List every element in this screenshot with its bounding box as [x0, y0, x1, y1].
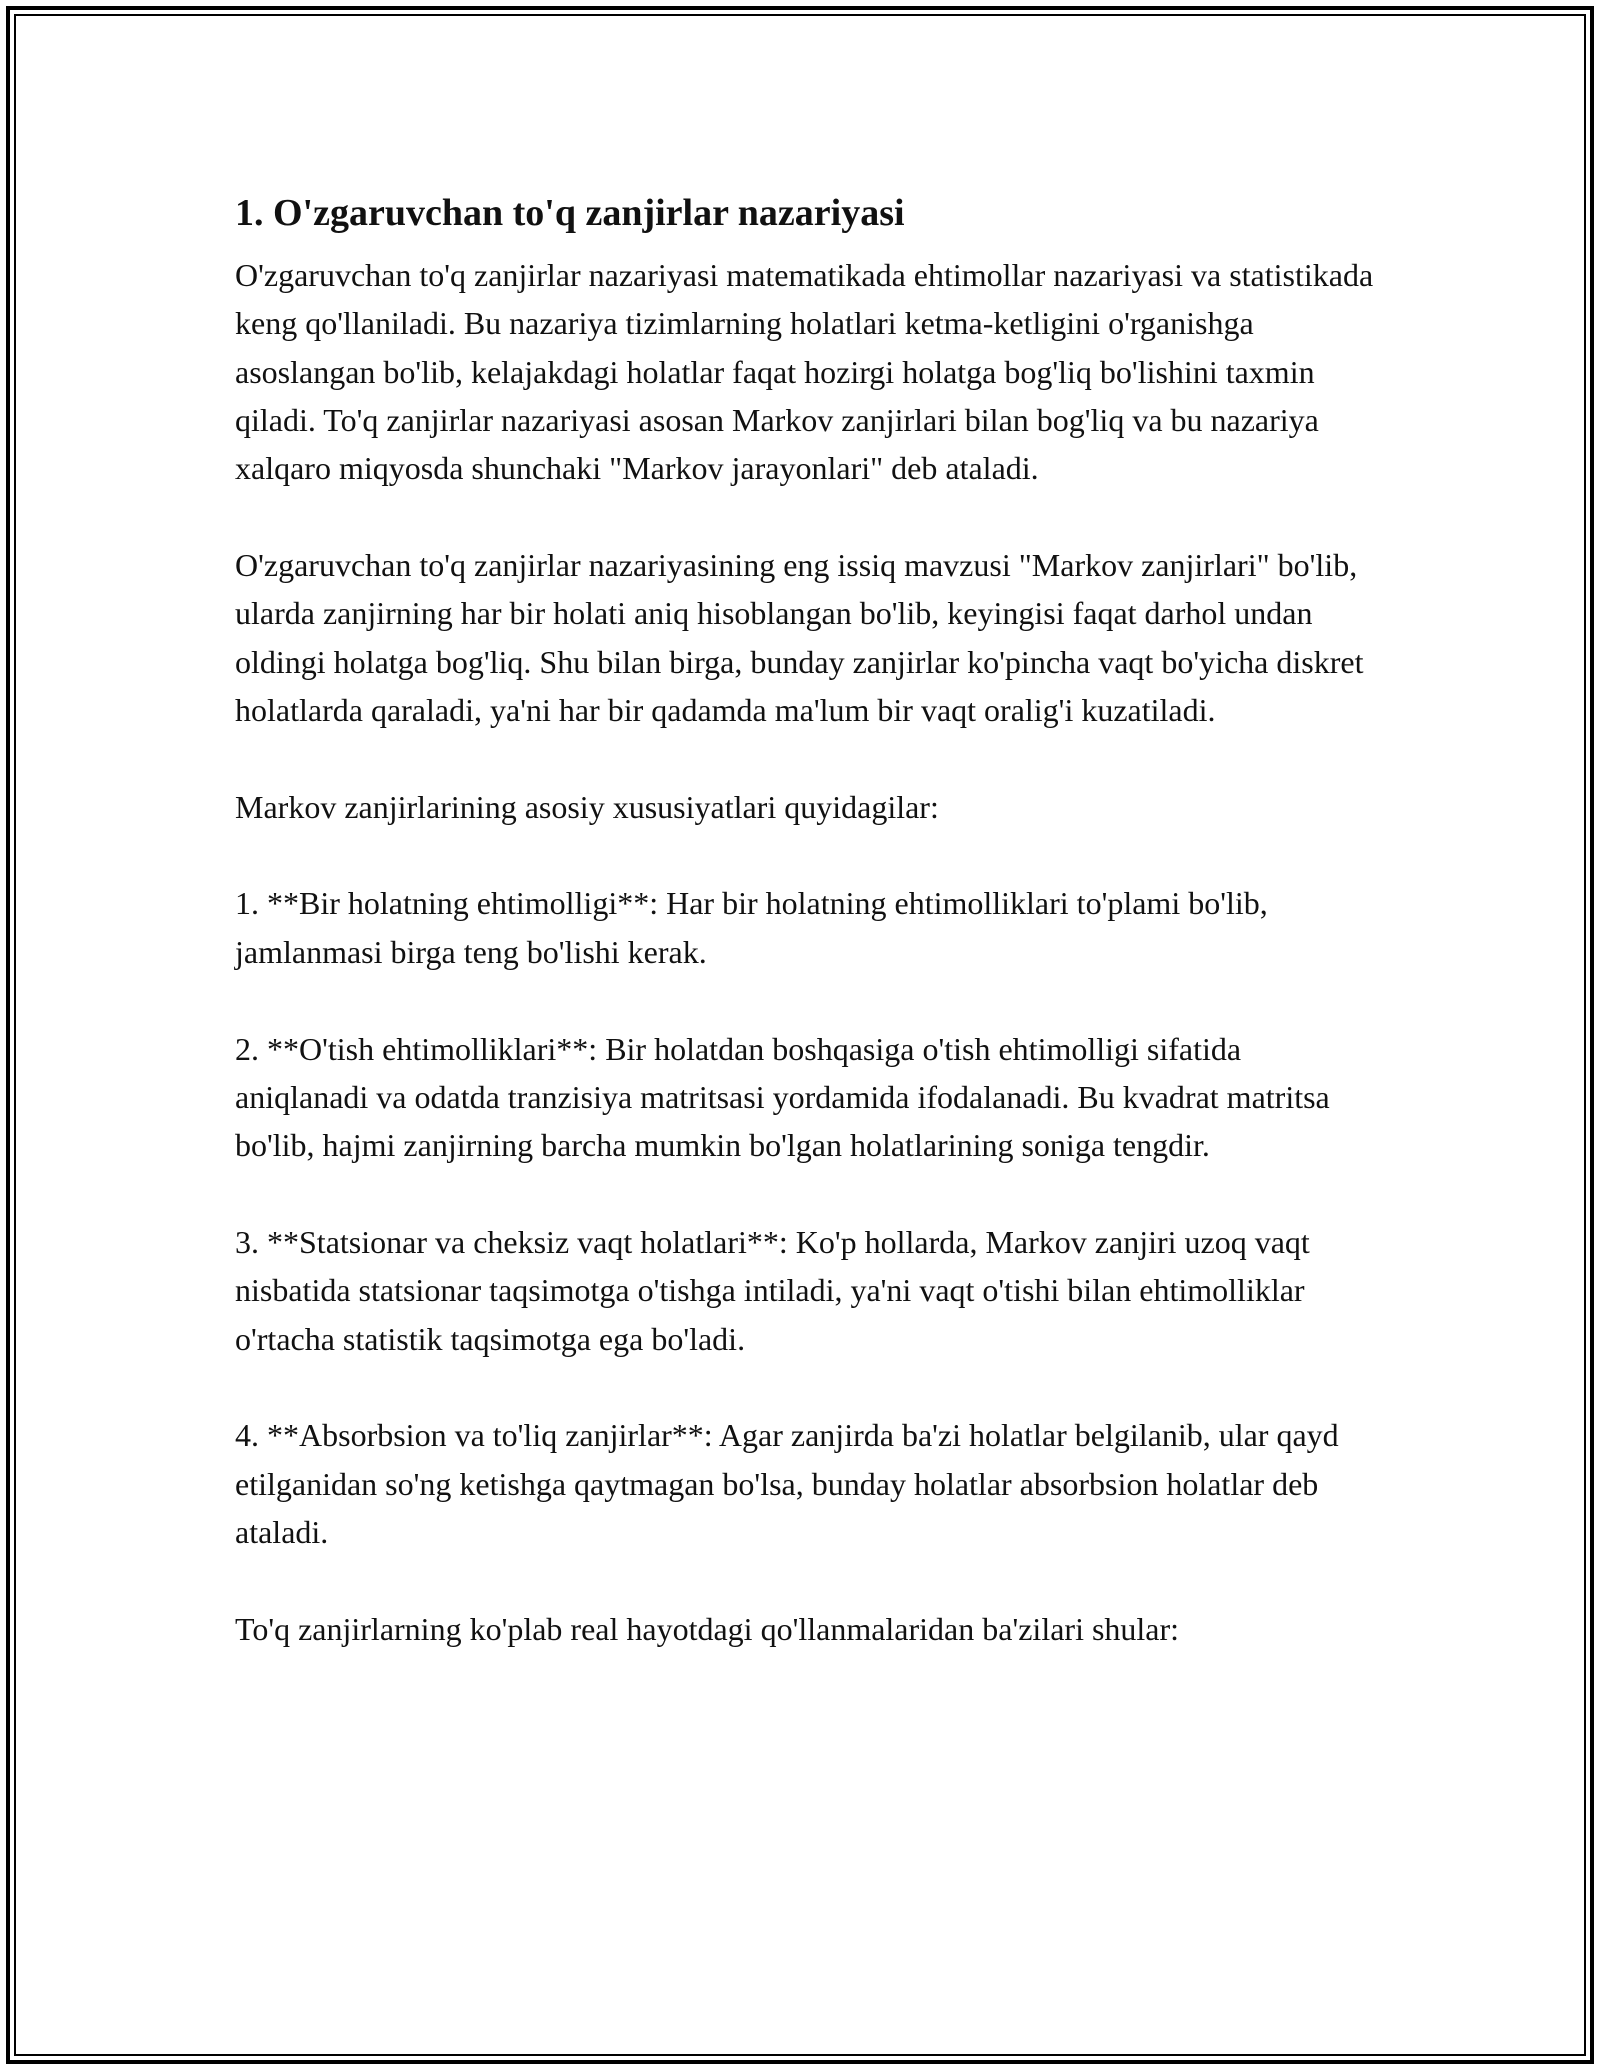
list-item-transition-probabilities: 2. **O'tish ehtimolliklari**: Bir holatdan boshqasiga o'tish ehtimolligi sifatida aniqlanadi va odatda tranzisiya matritsasi yordamida ifodalanadi. Bu kvadrat matritsa bo'lib, hajmi zanjirning barcha mumkin bo'lgan holatlarining soniga tengdir. — [235, 1030, 1330, 1164]
applications-intro-paragraph: To'q zanjirlarning ko'plab real hayotdagi qo'llanmalaridan ba'zilari shular: — [235, 1610, 1180, 1647]
intro-paragraph: O'zgaruvchan to'q zanjirlar nazariyasi matematikada ehtimollar nazariyasi va statistikada keng qo'llaniladi. Bu nazariya tizimlarning holatlari ketma-ketligini o'rganishga asoslangan bo'lib, kelajakdagi holatlar faqat hozirgi holatga bog'liq bo'lishini taxmin qiladi. To'q zanjirlar nazariyasi asosan Markov zanjirlari bilan bog'liq va bu nazariya xalqaro miqyosda shunchaki "Markov jarayonlari" deb ataladi. — [235, 257, 1374, 487]
page-title: 1. O'zgaruvchan to'q zanjirlar nazariyasi — [235, 192, 905, 234]
list-item-absorbing-chains: 4. **Absorbsion va to'liq zanjirlar**: Agar zanjirda ba'zi holatlar belgilanib, ular qayd etilganidan so'ng ketishga qaytmagan bo'lsa, bunday holatlar absorbsion holatlar deb ataladi. — [235, 1417, 1339, 1550]
properties-intro-paragraph: Markov zanjirlarining asosiy xususiyatlari quyidagilar: — [235, 788, 939, 825]
list-item-stationary-states: 3. **Statsionar va cheksiz vaqt holatlari**: Ko'p hollarda, Markov zanjiri uzoq vaqt nisbatida statsionar taqsimotga o'tishga intiladi, ya'ni vaqt o'tishi bilan ehtimolliklar o'rtacha statistik taqsimotga ega bo'ladi. — [235, 1223, 1310, 1357]
markov-chains-paragraph: O'zgaruvchan to'q zanjirlar nazariyasining eng issiq mavzusi "Markov zanjirlari" bo'lib, ularda zanjirning har bir holati aniq hisoblangan bo'lib, keyingisi faqat darhol undan oldingi holatga bog'liq. Shu bilan birga, bunday zanjirlar ko'pincha vaqt bo'yicha diskret holatlarda qaraladi, ya'ni har bir qadamda ma'lum bir vaqt oralig'i kuzatiladi. — [235, 546, 1364, 728]
list-item-state-probability: 1. **Bir holatning ehtimolligi**: Har bir holatning ehtimolliklari to'plami bo'lib, jamlanmasi birga teng bo'lishi kerak. — [235, 885, 1268, 970]
document-body — [235, 185, 1375, 1653]
